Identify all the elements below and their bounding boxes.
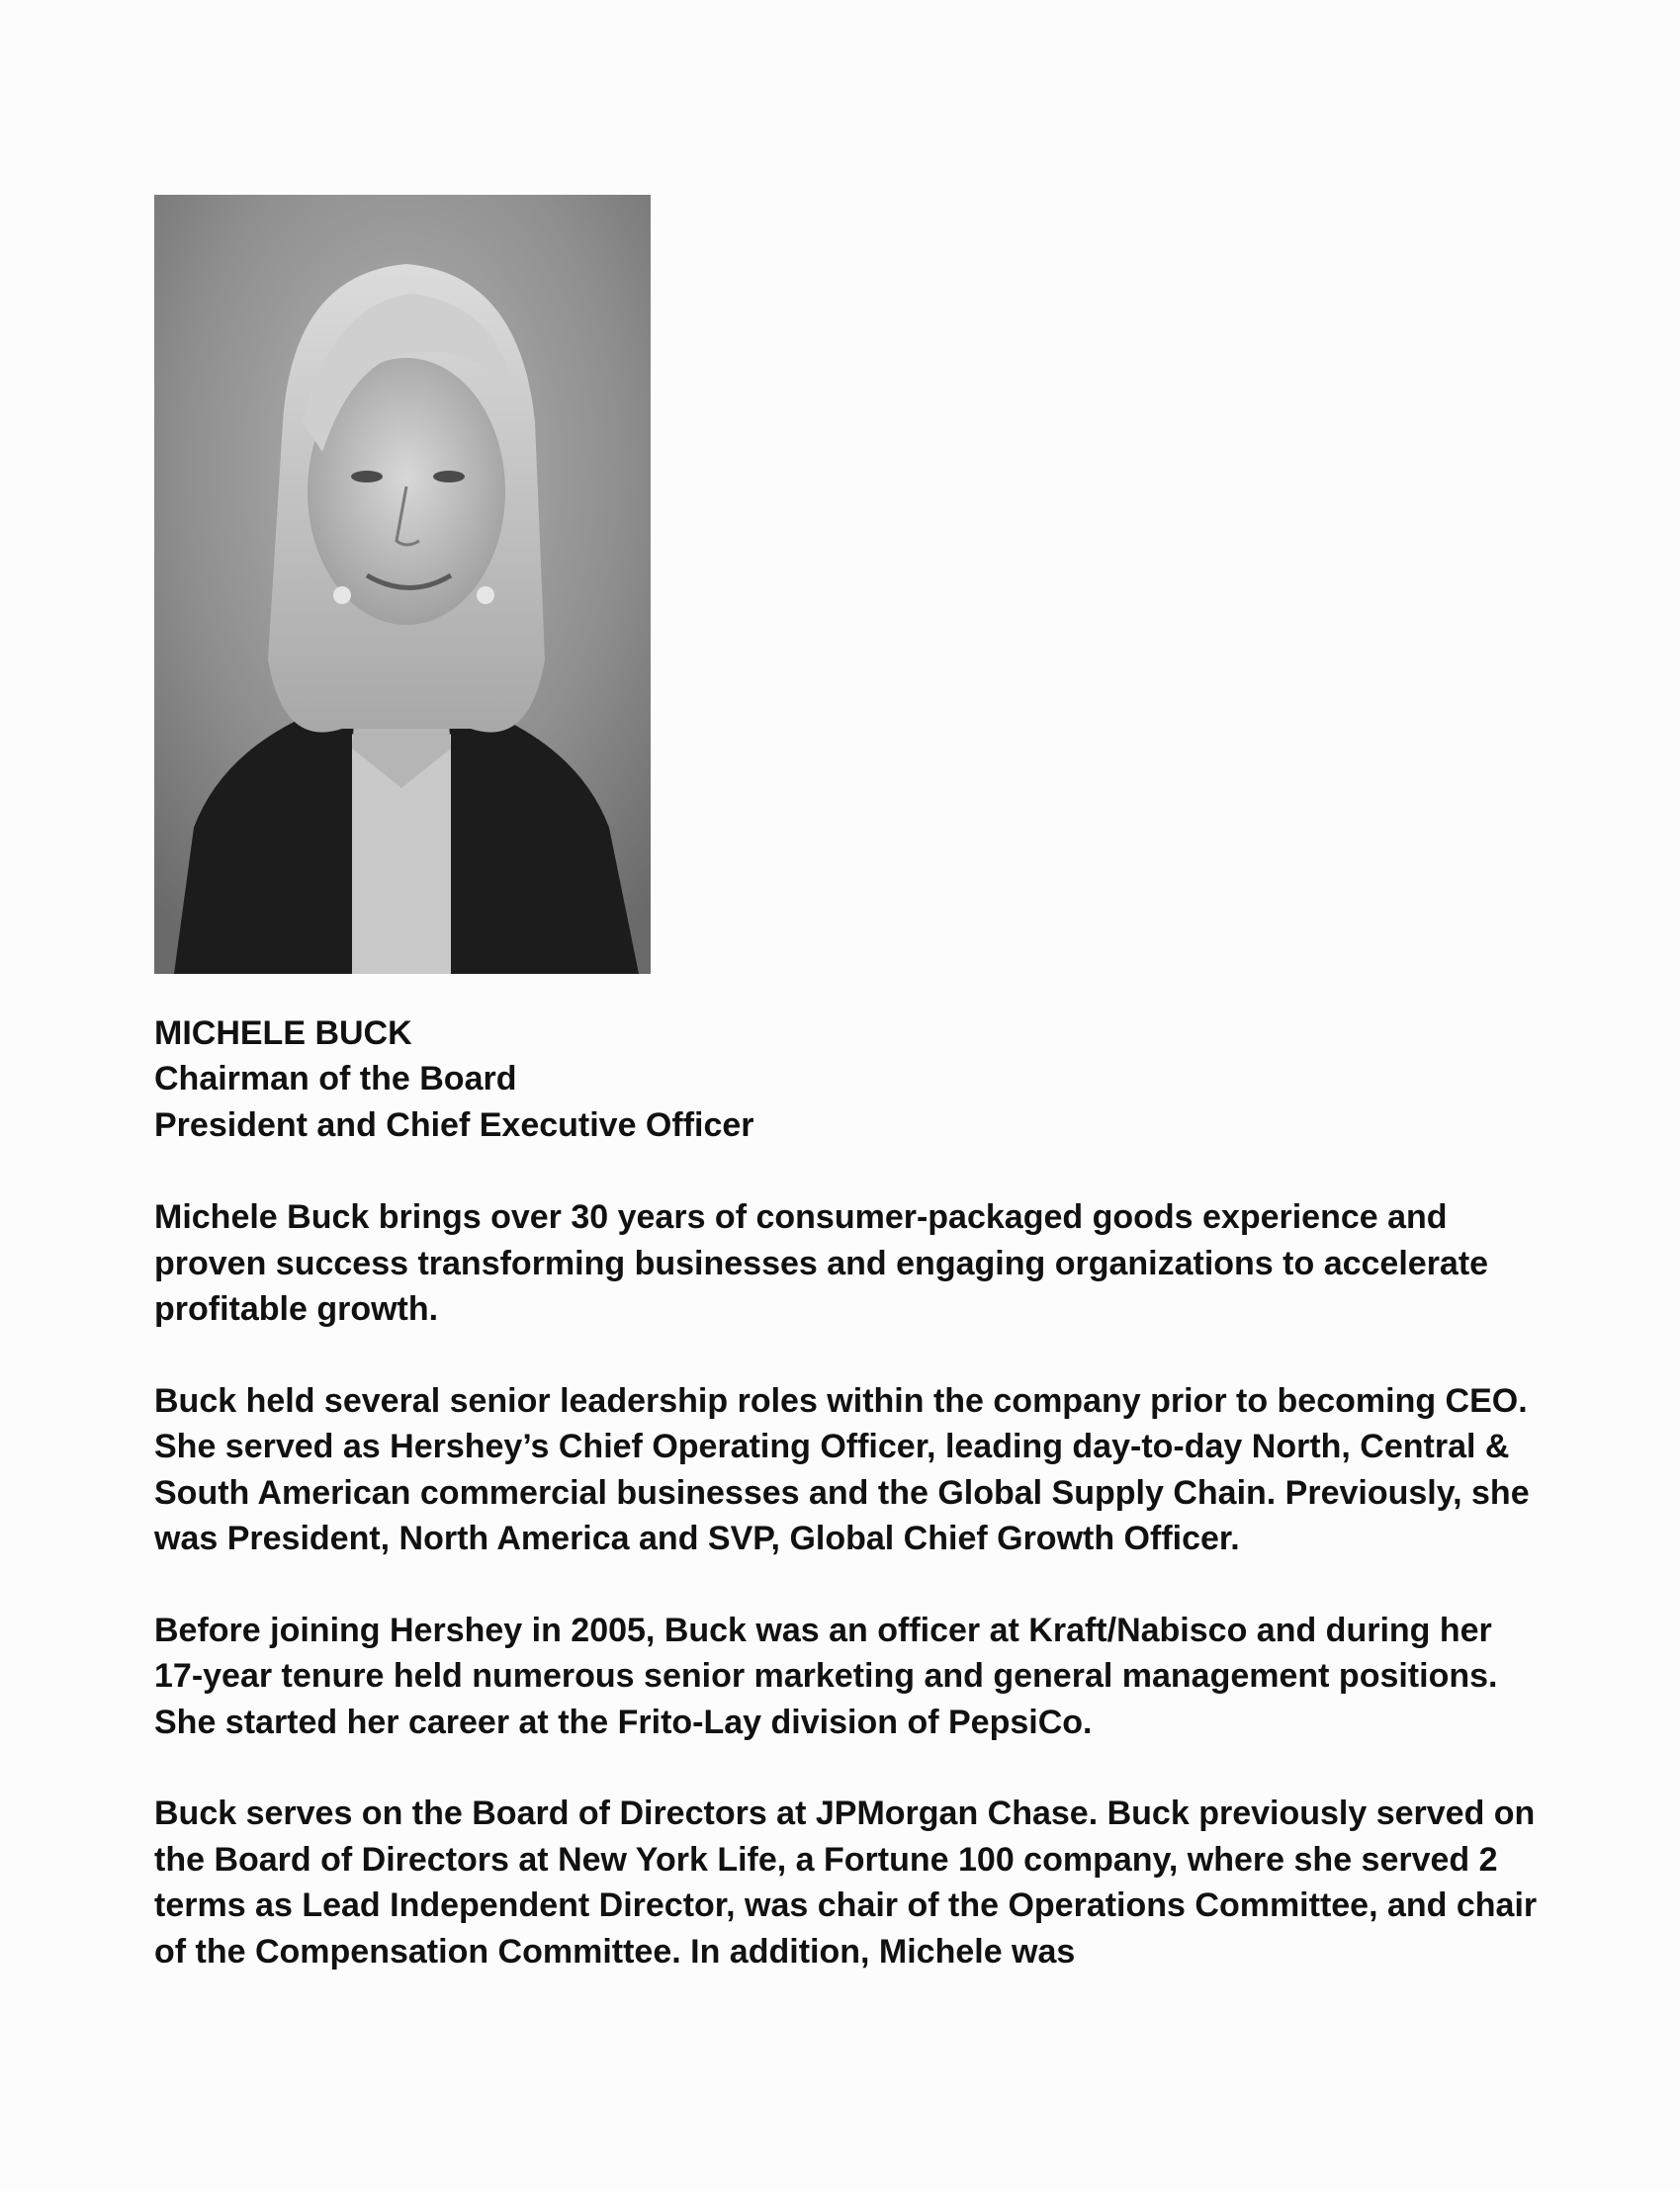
bio-text-block (154, 1010, 1539, 1974)
bio-paragraph-3: Before joining Hershey in 2005, Buck was an officer at Kraft/Nabisco and during her 17-year tenure held numerous senior marketing and general management positions. She started her career at the Frito-Lay division of PepsiCo. (154, 1611, 1498, 1741)
person-name: MICHELE BUCK (154, 1014, 412, 1052)
bio-paragraph-1: Michele Buck brings over 30 years of consumer-packaged goods experience and proven success transforming businesses and engaging organizations to accelerate profitable growth. (154, 1198, 1489, 1328)
person-title-chairman: Chairman of the Board (154, 1060, 517, 1097)
bio-paragraph-4: Buck serves on the Board of Directors at JPMorgan Chase. Buck previously served on the Board of Directors at New York Life, a Fortune 100 company, where she served 2 terms as Lead Independent Director, was chair of the Operations Committee, and chair of the Compensation Committee. In addition, Michele was (154, 1795, 1538, 1971)
portrait-photo (154, 195, 651, 974)
bio-paragraph-2: Buck held several senior leadership roles within the company prior to becoming CEO. She served as Hershey’s Chief Operating Officer, leading day-to-day North, Central & South American commercial businesses and the Global Supply Chain. Previously, she was President, North America and SVP, Global Chief Growth Officer. (154, 1381, 1530, 1557)
person-title-ceo: President and Chief Executive Officer (154, 1106, 754, 1144)
